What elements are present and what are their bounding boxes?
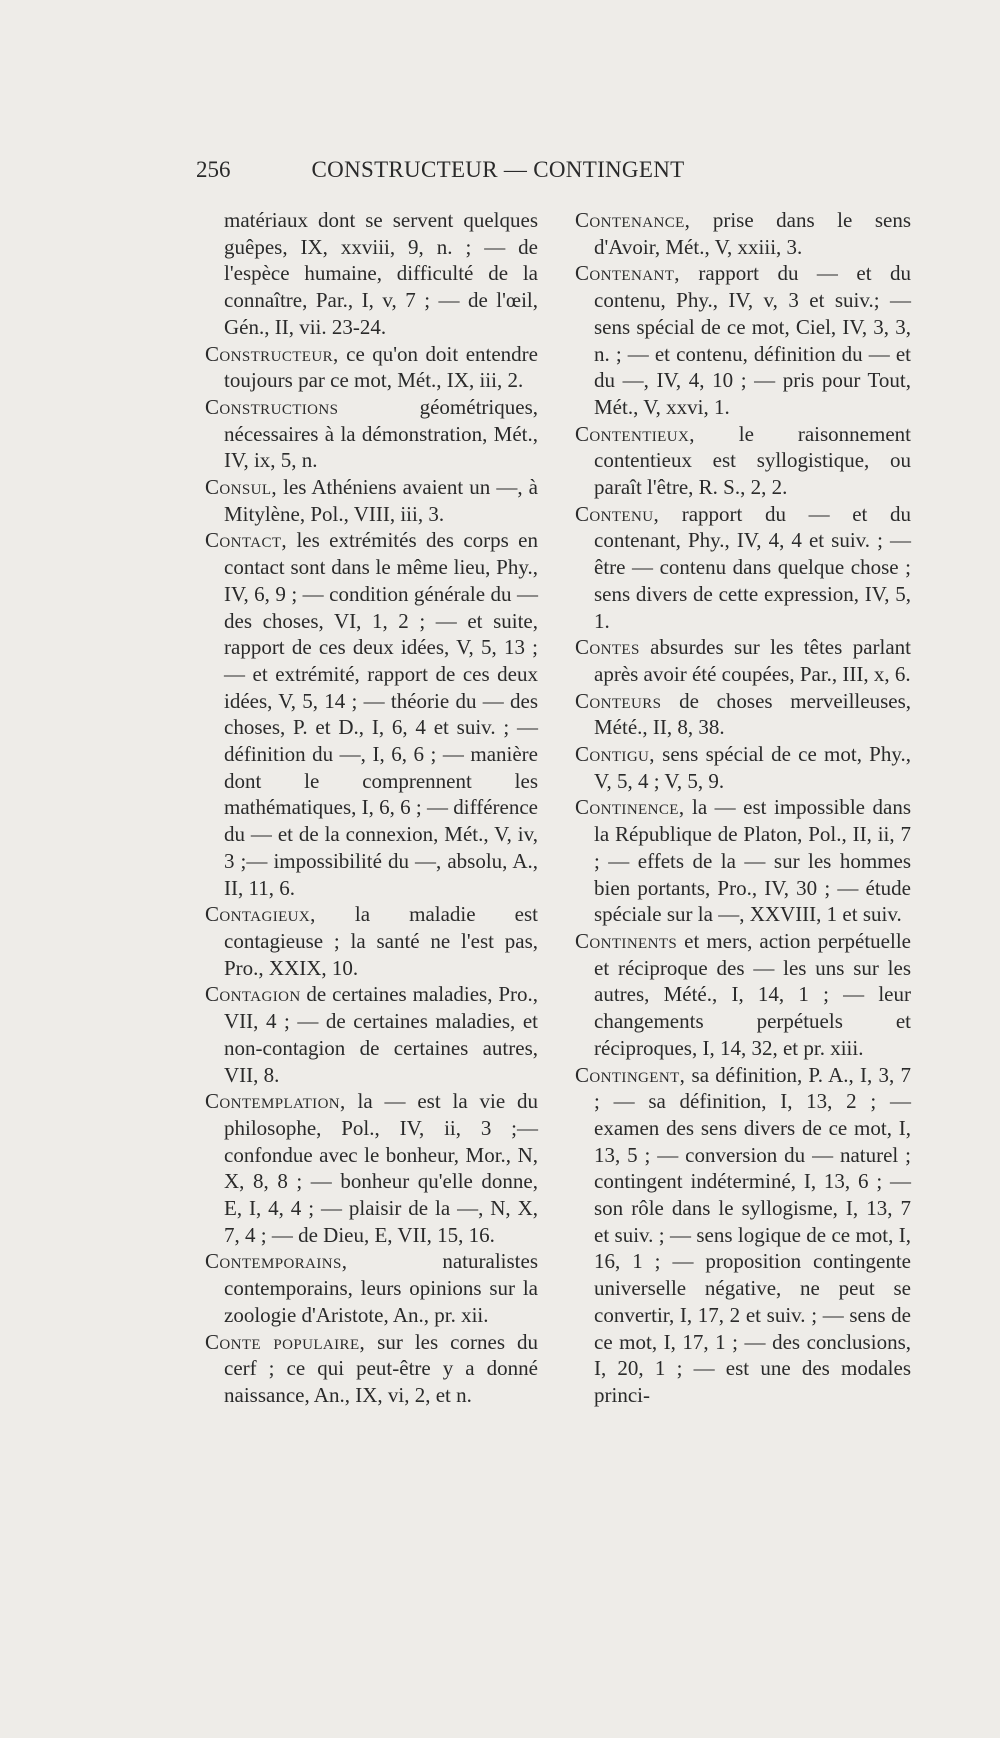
entry-headword: Contenu,: [575, 501, 660, 526]
left-column: [205, 207, 538, 1409]
entry-headword: Constructions: [205, 394, 339, 419]
entry-headword: Constructeur,: [205, 341, 339, 366]
entry-headword: Contagion: [205, 982, 301, 1007]
index-entry: [575, 207, 911, 260]
index-entry: [205, 1329, 538, 1409]
entry-headword: Contes: [575, 635, 640, 660]
index-entry: [575, 501, 911, 635]
entry-text: naturalistes contemporains, leurs opinions sur la zoologie d'Aristote, An., pr. xii.: [224, 1249, 538, 1327]
entry-headword: Contingent,: [575, 1062, 686, 1087]
index-entry: [205, 1248, 538, 1328]
running-head: CONSTRUCTEUR — CONTINGENT: [311, 157, 685, 182]
entry-headword: Continents: [575, 928, 678, 953]
page-header: [196, 157, 750, 187]
entry-text: sa définition, P. A., I, 3, 7 ; — sa définition, I, 13, 2 ; — examen des sens divers de ce mot, I, 13, 5 ; — conversion du — naturel ; contingent indéterminé, I, 13, 6 ; — son rôle dans le syllogisme, I, 13, 7 et suiv. ; — sens logique de ce mot, I, 16, 1 ; — proposition contingente universelle négative, ne peut se convertir, I, 17, 2 et suiv. ; — sens de ce mot, I, 17, 1 ; — des conclusions, I, 20, 1 ; — est une des modales princi-: [594, 1062, 911, 1407]
entry-headword: Continence,: [575, 795, 685, 820]
index-entry: [575, 794, 911, 928]
index-entry: [205, 1088, 538, 1248]
entry-text: la maladie est contagieuse ; la santé ne l'est pas, Pro., XXIX, 10.: [224, 902, 538, 980]
index-entry: [575, 741, 911, 794]
entry-text: sens spécial de ce mot, Phy., V, 5, 4 ; V, 5, 9.: [594, 742, 911, 793]
entry-text: le raisonnement contentieux est syllogistique, ou paraît l'être, R. S., 2, 2.: [594, 421, 911, 500]
entry-headword: Conteurs: [575, 688, 662, 713]
entry-text: sur les cornes du cerf ; ce qui peut-être y a donné naissance, An., IX, vi, 2, et n.: [224, 1329, 538, 1407]
entry-text: les extrémités des corps en contact sont dans le même lieu, Phy., IV, 6, 9 ; — condition générale du — des choses, VI, 1, 2 ; — et suite, rapport de ces deux idées, V, 5, 13 ; — et extrémité, rapport de ces deux idées, V, 5, 14 ; — théorie du — des choses, P. et D., I, 6, 4 et suiv. ; — définition du —, I, 6, 6 ; — manière dont le comprennent les mathématiques, I, 6, 6 ; — différence du — et de la connexion, Mét., V, iv, 3 ;— impossibilité du —, absolu, A., II, 11, 6.: [224, 528, 538, 900]
entry-text: prise dans le sens d'Avoir, Mét., V, xxiii, 3.: [594, 208, 911, 259]
entry-text: géométriques, nécessaires à la démonstration, Mét., IV, ix, 5, n.: [224, 394, 538, 473]
entry-text: rapport du — et du contenant, Phy., IV, 4, 4 et suiv. ; — être — contenu dans quelque chose ; sens divers de cette expression, IV, 5, 1.: [594, 501, 911, 633]
index-entry: [205, 901, 538, 981]
entry-text: de certaines maladies, Pro., VII, 4 ; — de certaines maladies, et non-contagion de certaines autres, VII, 8.: [224, 982, 538, 1087]
entry-text: et mers, action perpétuelle et réciproque des — les uns sur les autres, Mété., I, 14, 1 ; — leur changements perpétuels et réciproques, I, 14, 32, et pr. xiii.: [594, 928, 911, 1060]
index-entry: [205, 341, 538, 394]
index-entry: [575, 688, 911, 741]
index-entry: [205, 527, 538, 901]
right-column: [575, 207, 911, 1409]
entry-text: ce qu'on doit entendre toujours par ce mot, Mét., IX, iii, 2.: [224, 341, 538, 393]
entry-text: les Athéniens avaient un —, à Mitylène, Pol., VIII, iii, 3.: [224, 475, 538, 526]
index-entry: [575, 634, 911, 687]
entry-headword: Conte populaire,: [205, 1329, 366, 1354]
entry-text: rapport du — et du contenu, Phy., IV, v, 3 et suiv.; — sens spécial de ce mot, Ciel, IV, 3, 3, n. ; — et contenu, définition du — et du —, IV, 4, 10 ; — pris pour Tout, Mét., V, xxvi, 1.: [594, 261, 911, 419]
page-number: 256: [196, 157, 231, 182]
entry-text: la — est la vie du philosophe, Pol., IV, ii, 3 ;— confondue avec le bonheur, Mor., N, X, 8, 8 ; — bonheur qu'elle donne, E, I, 4, 4 ; — plaisir de la —, N, X, 7, 4 ; — de Dieu, E, VII, 15, 16.: [224, 1089, 538, 1247]
entry-headword: Contenant,: [575, 261, 680, 286]
entry-text: absurdes sur les têtes parlant après avoir été coupées, Par., III, x, 6.: [594, 635, 911, 686]
index-entry: [575, 1062, 911, 1409]
index-entry: [205, 474, 538, 527]
index-entry: [575, 928, 911, 1062]
entry-headword: Contenance,: [575, 208, 691, 232]
entry-headword: Contact,: [205, 528, 288, 553]
entry-headword: Contemplation,: [205, 1089, 346, 1114]
continuation-text: matériaux dont se servent quelques guêpes, IX, xxviii, 9, n. ; — de l'espèce humaine, difficulté de la connaître, Par., I, v, 7 ; — de l'œil, Gén., II, vii. 23-24.: [224, 208, 538, 339]
entry-text: de choses merveilleuses, Mété., II, 8, 38.: [594, 688, 911, 740]
index-entry: [205, 981, 538, 1088]
entry-headword: Consul,: [205, 475, 278, 500]
index-entry: [575, 421, 911, 501]
entry-text: la — est impossible dans la République de Platon, Pol., II, ii, 7 ; — effets de la — sur les hommes bien portants, Pro., IV, 30 ; — étude spéciale sur la —, XXVIII, 1 et suiv.: [594, 795, 911, 927]
entry-headword: Contentieux,: [575, 421, 695, 446]
entry-headword: Contagieux,: [205, 902, 316, 927]
entry-headword: Contemporains,: [205, 1249, 348, 1274]
index-entry: [575, 260, 911, 420]
entry-headword: Contigu,: [575, 742, 655, 767]
index-entry: [205, 394, 538, 474]
